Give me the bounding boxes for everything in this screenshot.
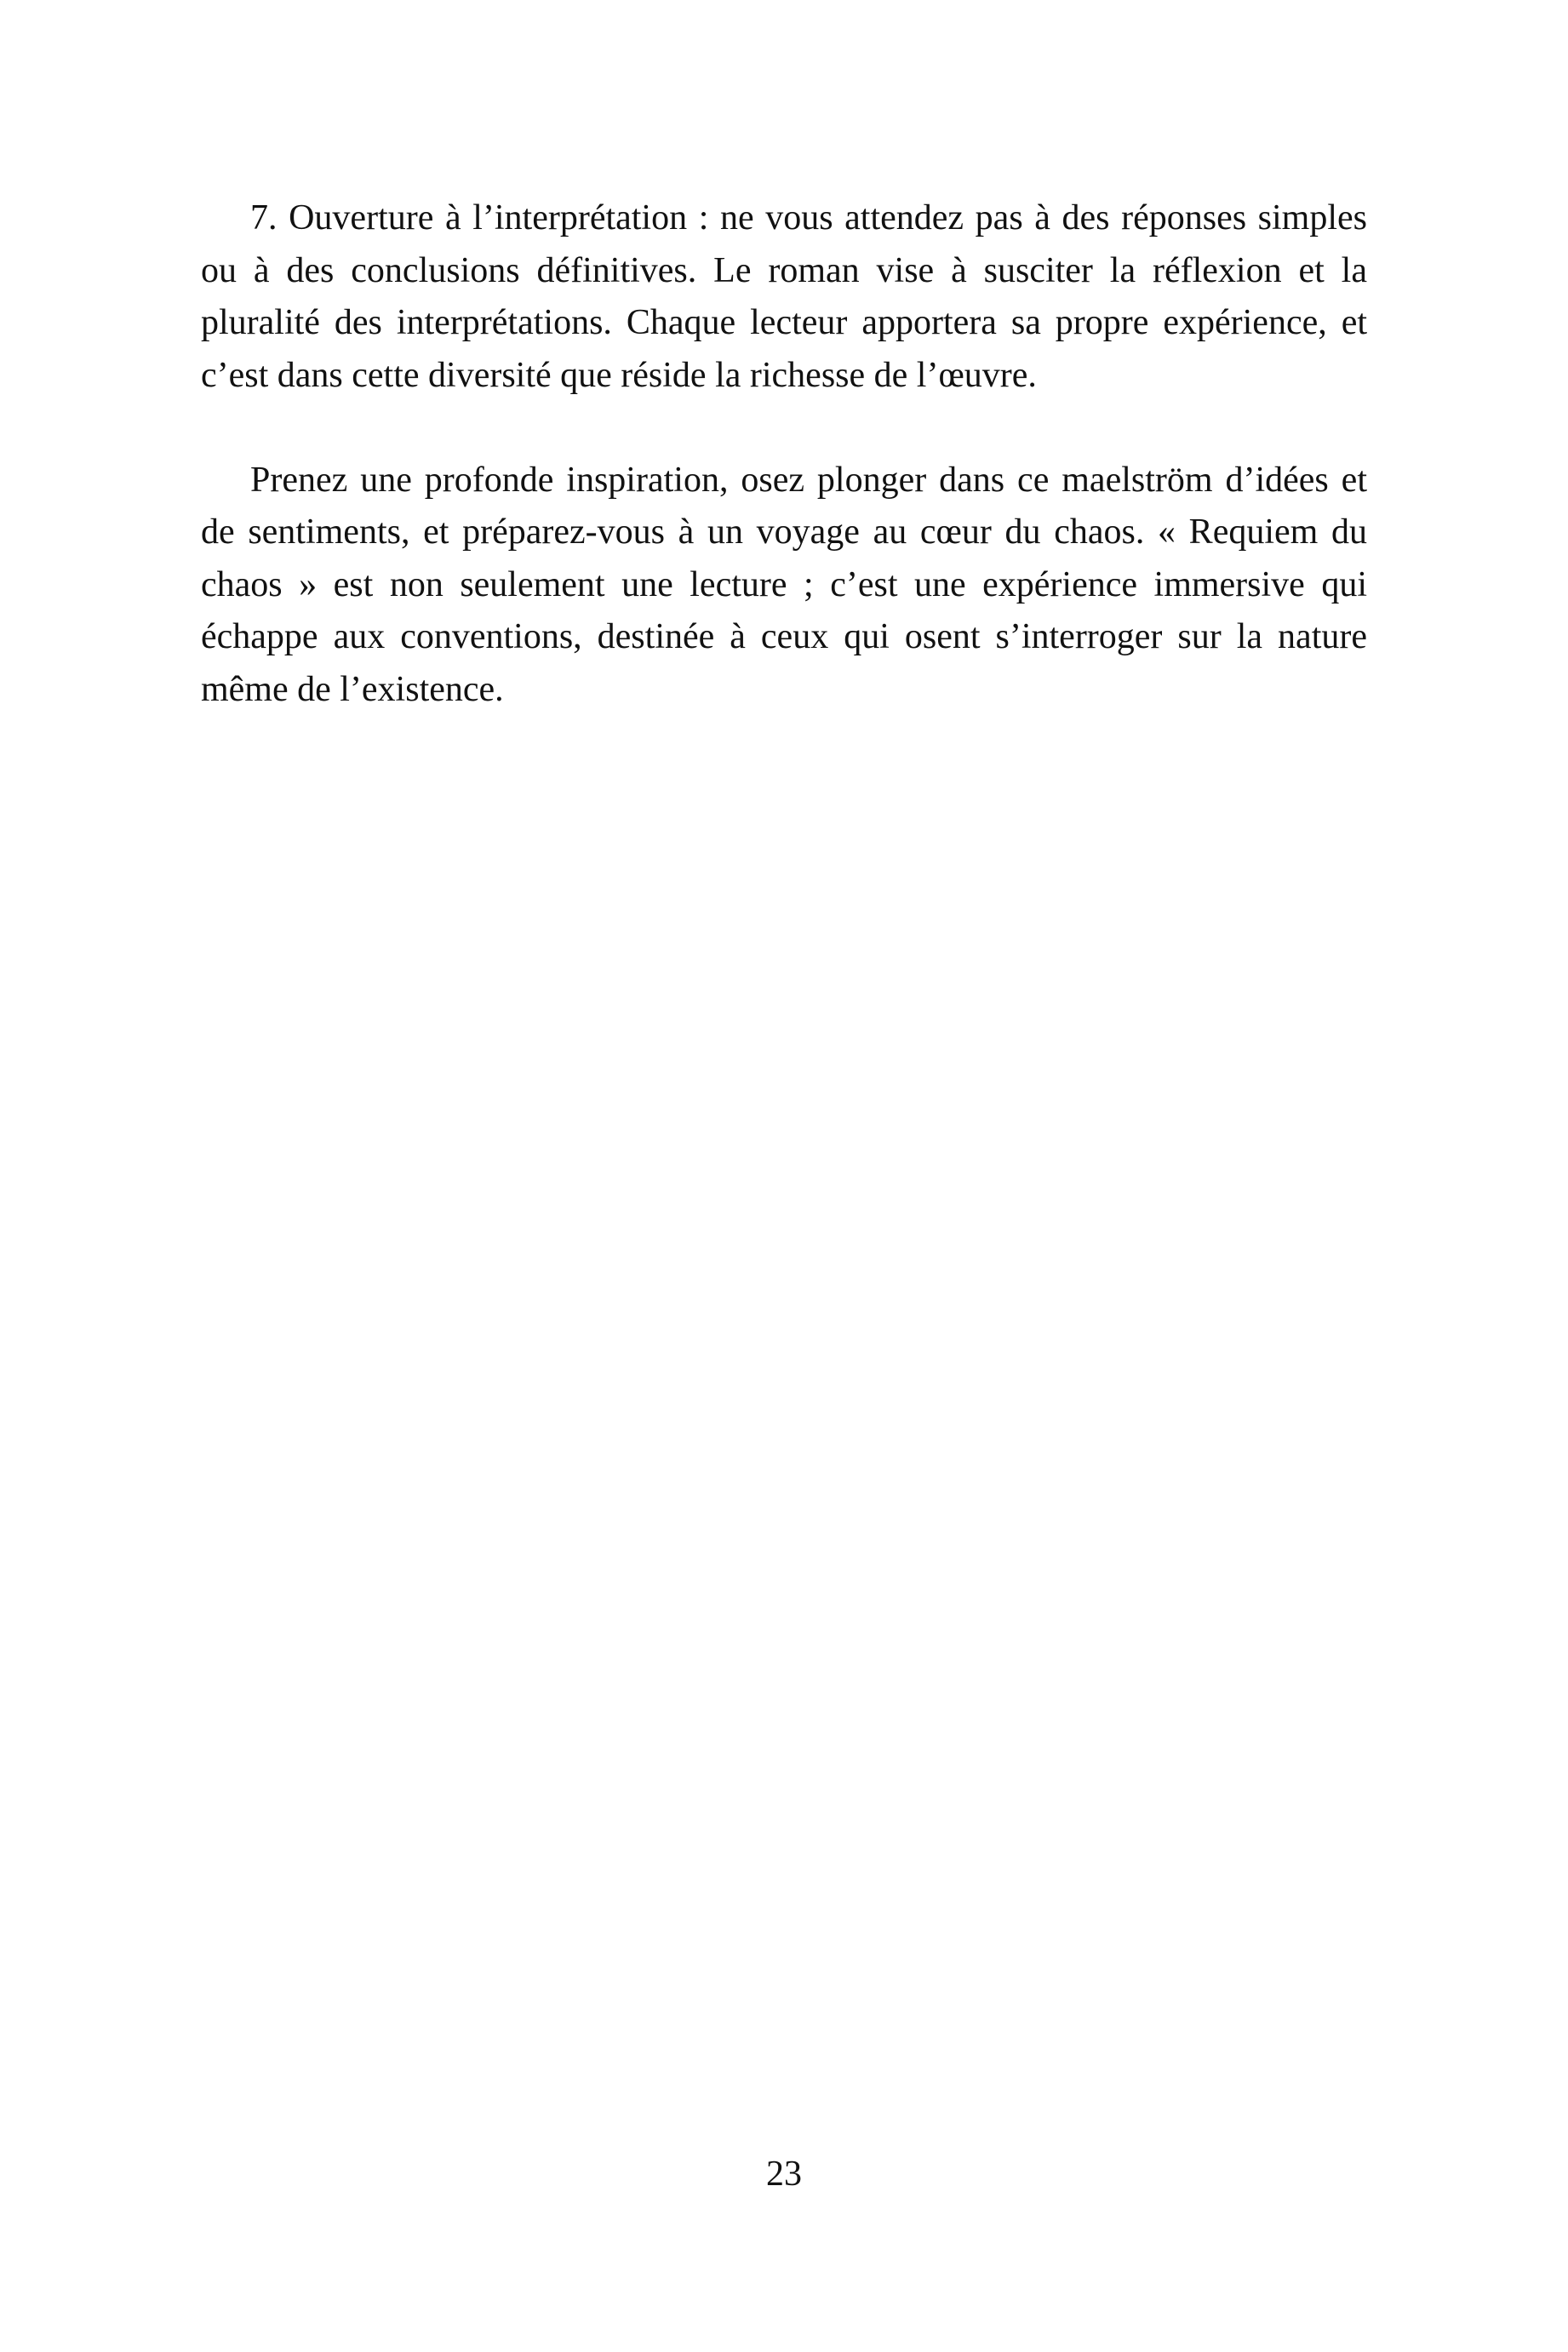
paragraph-invitation: Prenez une profonde inspiration, osez plonger dans ce maelström d’idées et de sentiments, et préparez-vous à un voyage au cœur du chaos. « Requiem du chaos » est non seulement une lecture ; c’est une expérience immersive qui échappe aux conventions, destinée à ceux qui osent s’interroger sur la nature même de l’existence.	[201, 460, 1367, 709]
paragraph-interpretation: 7. Ouverture à l’interprétation : ne vous attendez pas à des réponses simples ou à des conclusions définitives. Le roman vise à susciter la réflexion et la pluralité des interprétations. Chaque lecteur apportera sa propre expérience, et c’est dans cette diversité que réside la richesse de l’œuvre.	[201, 198, 1367, 395]
page-number: 23	[766, 2155, 802, 2194]
body-text	[201, 192, 1367, 716]
